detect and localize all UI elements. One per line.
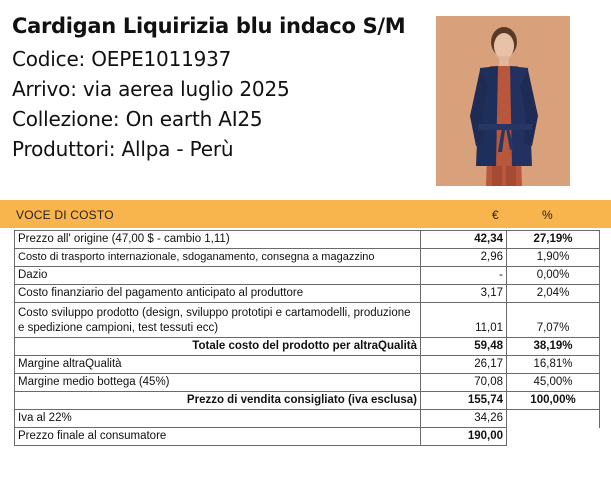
table-row-total bbox=[15, 338, 600, 356]
row-label: Prezzo all' origine (47,00 $ - cambio 1,11) bbox=[15, 231, 421, 249]
cost-header-band bbox=[0, 200, 611, 228]
model-illustration bbox=[436, 16, 570, 186]
row-pct: 2,04% bbox=[507, 285, 600, 303]
row-pct: 38,19% bbox=[507, 338, 600, 356]
row-eur: 26,17 bbox=[421, 356, 507, 374]
row-eur: - bbox=[421, 267, 507, 285]
row-eur: 42,34 bbox=[421, 231, 507, 249]
table-row bbox=[15, 356, 600, 374]
table-row bbox=[15, 303, 600, 338]
row-pct: 45,00% bbox=[507, 374, 600, 392]
table-row bbox=[15, 374, 600, 392]
row-eur: 155,74 bbox=[421, 392, 507, 410]
producers-info: Produttori: Allpa - Perù bbox=[12, 137, 234, 161]
row-eur: 59,48 bbox=[421, 338, 507, 356]
row-pct: 100,00% bbox=[507, 392, 600, 410]
row-pct: 1,90% bbox=[507, 249, 600, 267]
table-row bbox=[15, 267, 600, 285]
product-code: Codice: OEPE1011937 bbox=[12, 47, 232, 71]
column-header-pct: % bbox=[542, 208, 553, 222]
row-pct: 16,81% bbox=[507, 356, 600, 374]
row-label: Costo sviluppo prodotto (design, sviluppo prototipi e cartamodelli, produzione e spedizione campioni, test tessuti ecc) bbox=[15, 303, 421, 338]
row-label: Prezzo finale al consumatore bbox=[15, 428, 421, 446]
column-header-voce: VOCE DI COSTO bbox=[16, 208, 114, 222]
arrival-info: Arrivo: via aerea luglio 2025 bbox=[12, 77, 290, 101]
row-eur: 190,00 bbox=[421, 428, 507, 446]
row-pct bbox=[507, 428, 600, 446]
row-label: Margine medio bottega (45%) bbox=[15, 374, 421, 392]
table-row bbox=[15, 231, 600, 249]
product-photo bbox=[436, 16, 570, 186]
row-eur: 11,01 bbox=[421, 303, 507, 338]
row-pct bbox=[507, 410, 600, 428]
row-label: Costo finanziario del pagamento anticipato al produttore bbox=[15, 285, 421, 303]
row-eur: 2,96 bbox=[421, 249, 507, 267]
row-eur: 70,08 bbox=[421, 374, 507, 392]
row-label: Margine altraQualità bbox=[15, 356, 421, 374]
product-header bbox=[12, 14, 422, 164]
row-label: Costo di trasporto internazionale, sdoganamento, consegna a magazzino bbox=[15, 249, 421, 267]
product-title: Cardigan Liquirizia blu indaco S/M bbox=[12, 14, 406, 38]
table-row bbox=[15, 285, 600, 303]
table-row-final bbox=[15, 428, 600, 446]
column-header-eur: € bbox=[492, 208, 499, 222]
row-eur: 3,17 bbox=[421, 285, 507, 303]
row-label: Dazio bbox=[15, 267, 421, 285]
table-row-price bbox=[15, 392, 600, 410]
row-pct: 0,00% bbox=[507, 267, 600, 285]
row-pct: 27,19% bbox=[507, 231, 600, 249]
row-label: Iva al 22% bbox=[15, 410, 421, 428]
row-label: Prezzo di vendita consigliato (iva esclusa) bbox=[15, 392, 421, 410]
cost-table bbox=[14, 230, 600, 446]
table-row bbox=[15, 249, 600, 267]
collection-info: Collezione: On earth AI25 bbox=[12, 107, 263, 131]
row-label: Totale costo del prodotto per altraQualità bbox=[15, 338, 421, 356]
row-eur: 34,26 bbox=[421, 410, 507, 428]
row-pct: 7,07% bbox=[507, 303, 600, 338]
table-row bbox=[15, 410, 600, 428]
